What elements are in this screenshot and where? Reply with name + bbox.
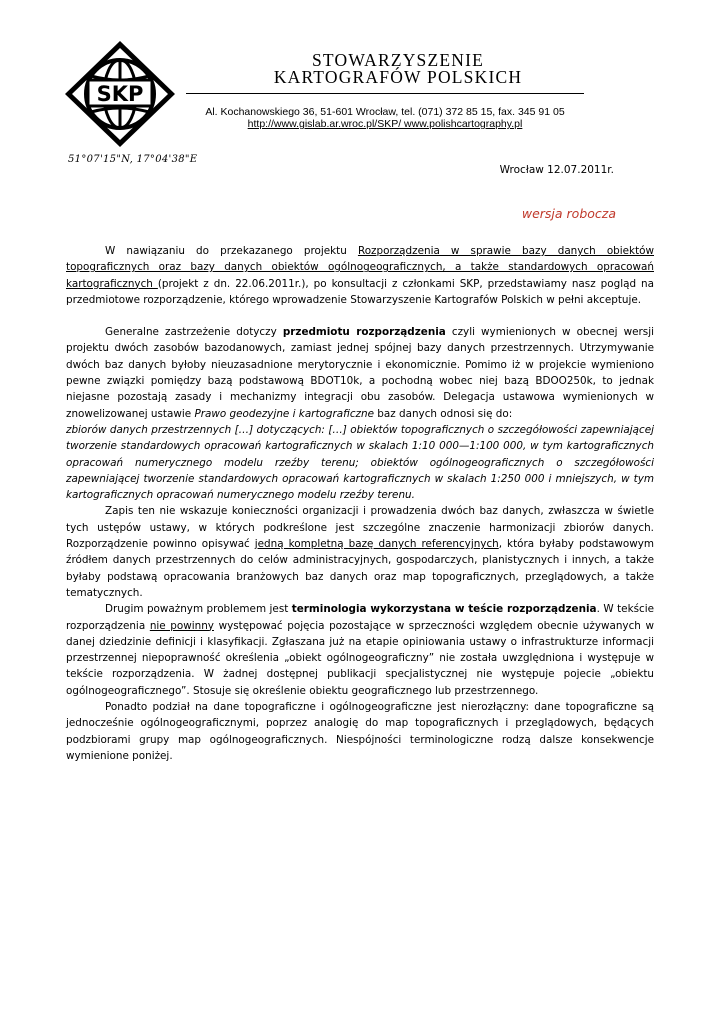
address-line: Al. Kochanowskiego 36, 51-601 Wrocław, tel. (071) 372 85 15, fax. 345 91 05 — [205, 106, 565, 118]
regulation-title: Rozporządzenia w sprawie bazy danych obiektów topograficznych oraz bazy danych obiektów ogólnogeograficznych, a także standardowych opracowań kartograficznych — [66, 245, 654, 290]
paragraph-2: Generalne zastrzeżenie dotyczy przedmiotu rozporządzenia czyli wymienionych w obecnej wersji projektu dwóch zasobów bazodanowych, zamiast jednej spójnej bazy danych przestrzennych. Utrzymywanie dwóch baz danych byłoby nieuzasadnione merytorycznie i ekonomicznie. Pomimo iż w projekcie wymieniono pewne związki pomiędzy bazą podstawową BDOT10k, a pochodną wobec niej bazą BDOO250k, to jednak niejasne pozostają zasady i mechanizmy integracji obu zasobów. Delegacja ustawowa wymienionych w znowelizowanej ustawie Prawo geodezyjne i kartograficzne baz danych odnosi się do: — [66, 326, 654, 420]
paragraph-4: Drugim poważnym problemem jest terminologia wykorzystana w teście rozporządzenia. W tekście rozporządzenia nie powinny występować pojęcia pozostające w sprzeczności względem obecnie używanych w danej dziedzinie definicji i klasyfikacji. Zgłaszana już na etapie opiniowania ustawy o infrastrukturze informacji przestrzennej niepoprawność określenia „obiekt ogólnogeograficzny” nie została uwzględniona i występuje w tekście rozporządzenia. W żadnej dostępnej publikacji specjalistycznej nie występuje pojecie „obiektu ogólnogeograficznego”. Stosuje się określenie obiektu geograficznego lub przestrzennego. — [66, 603, 654, 697]
coordinates: 51°07'15"N, 17°04'38"E — [68, 154, 198, 165]
org-name-line2: KARTOGRAFÓW POLSKICH — [273, 67, 523, 87]
draft-label: wersja robocza — [521, 206, 616, 221]
letter-date: Wrocław 12.07.2011r. — [499, 164, 614, 176]
law-quote: zbiorów danych przestrzennych […] dotyczących: […] obiektów topograficznych o szczegółowości zapewniającej tworzenie standardowych opracowań kartograficznych w skalach 1:10 000—1:100 000, w tym kartograficznych opracowań numerycznego modelu rzeźby terenu; obiektów ogólnogeograficznych o szczegółowości zapewniającej tworzenie standardowych opracowań kartograficznych w skalach 1:250 000 i mniejszych, w tym kartograficznych opracowań numerycznego modelu rzeźby terenu. — [66, 423, 654, 502]
logo-text: SKP — [96, 82, 144, 106]
letter-body — [66, 243, 654, 764]
paragraph-1: W nawiązaniu do przekazanego projektu Rozporządzenia w sprawie bazy danych obiektów topograficznych oraz bazy danych obiektów ogólnogeograficznych, a także standardowych opracowań kartograficznych (projekt z dn. 22.06.2011r.), po konsultacji z członkami SKP, przedstawiamy nasz pogląd na przedmiotowe rozporządzenie, którego wprowadzenie Stowarzyszenie Kartografów Polskich w pełni akceptuje. — [66, 245, 654, 306]
skp-logo — [64, 40, 176, 148]
paragraph-5: Ponadto podział na dane topograficzne i ogólnogeograficzne jest nierozłączny: dane topograficzne są jednocześnie ogólnogeograficznymi, poprzez analogię do map topograficznych i przeglądowych, będących podzbiorami grupy map ogólnogeograficznych. Niespójności terminologiczne rodzą dalsze konsekwencje wymienione poniżej. — [66, 701, 654, 762]
header-divider — [186, 93, 584, 94]
organization-name — [236, 52, 560, 86]
org-name-line1: STOWARZYSZENIE — [311, 50, 485, 70]
website-links[interactable]: http://www.gislab.ar.wroc.pl/SKP/ www.polishcartography.pl — [247, 118, 523, 130]
address-block — [187, 106, 583, 130]
paragraph-3: Zapis ten nie wskazuje konieczności organizacji i prowadzenia dwóch baz danych, zwłaszcza w świetle tych ustępów ustawy, w których podkreślone jest szczególne znaczenie harmonizacji zbiorów danych. Rozporządzenie powinno opisywać jedną kompletną bazę danych referencyjnych, która byłaby podstawowym źródłem danych przestrzennych do celów administracyjnych, gospodarczych, planistycznych i innych, a także byłaby podstawą opracowania branżowych baz danych oraz map topograficznych, przeglądowych, a także tematycznych. — [66, 505, 654, 599]
